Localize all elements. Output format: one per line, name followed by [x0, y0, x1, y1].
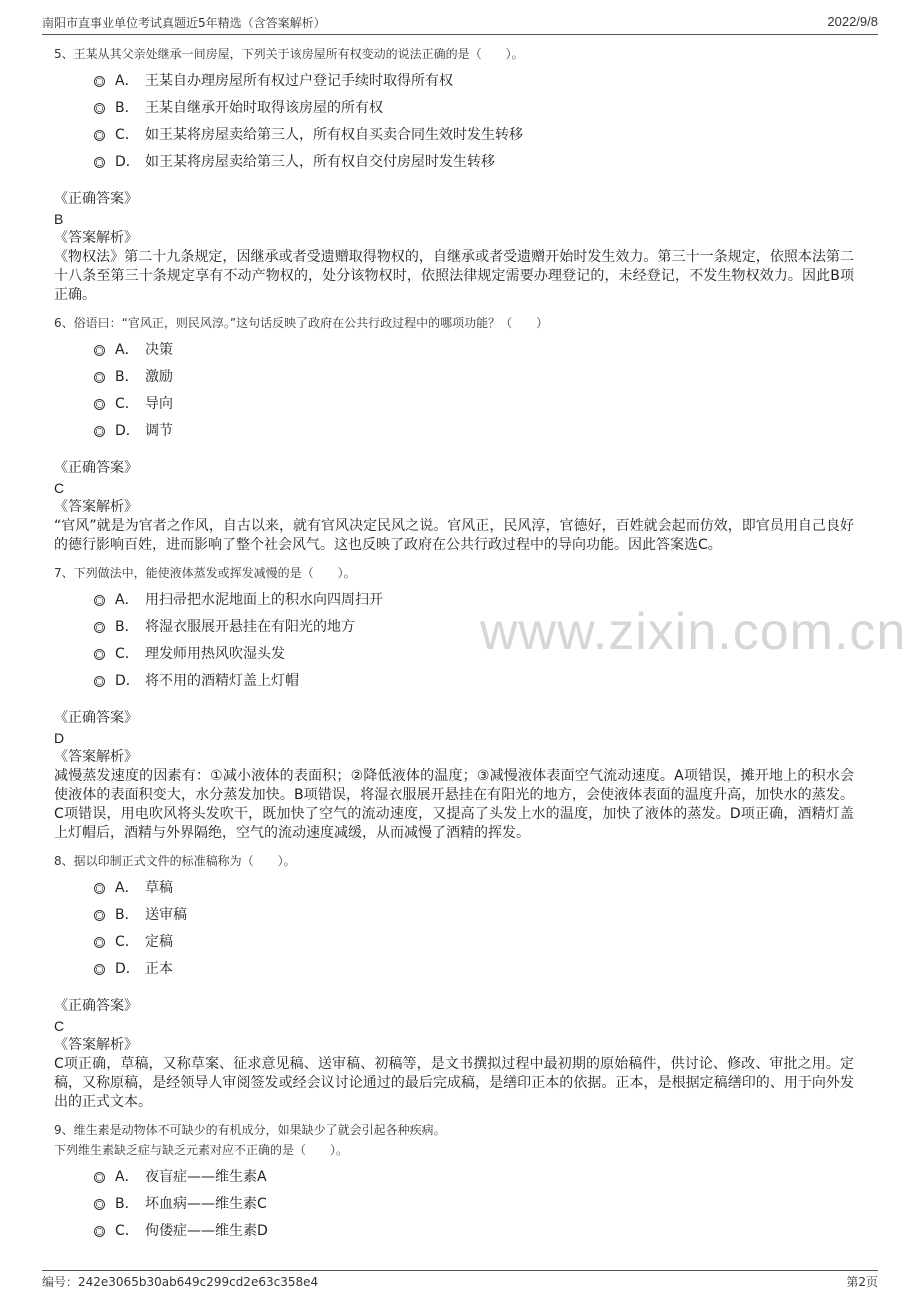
- analysis-label: 《答案解析》: [54, 1037, 138, 1053]
- option-d[interactable]: [94, 416, 854, 443]
- option-list: [94, 1162, 854, 1243]
- option-list: [94, 66, 854, 174]
- option-c[interactable]: [94, 639, 854, 666]
- radio-icon[interactable]: [94, 649, 105, 660]
- analysis-text: C项正确，草稿，又称草案、征求意见稿、送审稿、初稿等，是文书撰拟过程中最初期的原始稿件，供讨论、修改、审批之用。定稿，又称原稿，是经领导人审阅签发或经会议讨论通过的最后完成稿，是缮印正本的依据。正本，是根据定稿缮印的、用于向外发出的正式文本。: [54, 1056, 854, 1110]
- option-letter: A．: [115, 341, 139, 358]
- question-8: [54, 851, 854, 1112]
- radio-icon[interactable]: [94, 964, 105, 975]
- radio-icon[interactable]: [94, 595, 105, 606]
- option-list: [94, 873, 854, 981]
- option-text: 决策: [145, 341, 173, 358]
- radio-icon[interactable]: [94, 345, 105, 356]
- analysis-label: 《答案解析》: [54, 499, 138, 515]
- radio-icon[interactable]: [94, 883, 105, 894]
- option-text: 正本: [145, 960, 173, 977]
- option-b[interactable]: [94, 93, 854, 120]
- option-b[interactable]: [94, 612, 854, 639]
- option-text: 佝偻症——维生素D: [145, 1222, 268, 1239]
- option-a[interactable]: [94, 873, 854, 900]
- option-a[interactable]: [94, 335, 854, 362]
- question-stem-line: 下列维生素缺乏症与缺乏元素对应不正确的是（ ）。: [54, 1143, 349, 1157]
- page-header: [42, 12, 878, 35]
- radio-icon[interactable]: [94, 76, 105, 87]
- question-5: [54, 44, 854, 305]
- option-text: 如王某将房屋卖给第三人，所有权自买卖合同生效时发生转移: [145, 126, 523, 143]
- option-text: 送审稿: [145, 906, 187, 923]
- correct-answer-value: C: [54, 1018, 65, 1034]
- option-letter: D．: [115, 153, 140, 170]
- option-text: 将不用的酒精灯盖上灯帽: [145, 672, 299, 689]
- answer-block: [54, 459, 854, 555]
- radio-icon[interactable]: [94, 1199, 105, 1210]
- analysis-label: 《答案解析》: [54, 749, 138, 765]
- option-letter: A．: [115, 879, 139, 896]
- correct-answer-label: 《正确答案》: [54, 710, 138, 726]
- question-stem: 7、下列做法中，能使液体蒸发或挥发减慢的是（ ）。: [54, 566, 356, 580]
- radio-icon[interactable]: [94, 676, 105, 687]
- option-text: 理发师用热风吹湿头发: [145, 645, 285, 662]
- radio-icon[interactable]: [94, 1226, 105, 1237]
- question-stem: 8、据以印制正式文件的标准稿称为（ ）。: [54, 854, 296, 868]
- page-footer: [42, 1270, 878, 1293]
- option-d[interactable]: [94, 666, 854, 693]
- option-b[interactable]: [94, 362, 854, 389]
- option-letter: A．: [115, 72, 139, 89]
- option-letter: B．: [115, 368, 139, 385]
- option-text: 坏血病——维生素C: [145, 1195, 267, 1212]
- radio-icon[interactable]: [94, 372, 105, 383]
- radio-icon[interactable]: [94, 157, 105, 168]
- option-c[interactable]: [94, 927, 854, 954]
- correct-answer-value: C: [54, 480, 65, 496]
- correct-answer-value: D: [54, 730, 65, 746]
- option-text: 激励: [145, 368, 173, 385]
- option-text: 调节: [145, 422, 173, 439]
- document-title: 南阳市直事业单位考试真题近5年精选（含答案解析）: [42, 16, 326, 30]
- correct-answer-label: 《正确答案》: [54, 998, 138, 1014]
- document-id: 编号：242e3065b30ab649c299cd2e63c358e4: [42, 1275, 319, 1289]
- question-6: [54, 313, 854, 555]
- radio-icon[interactable]: [94, 937, 105, 948]
- correct-answer-label: 《正确答案》: [54, 460, 138, 476]
- option-letter: A．: [115, 591, 139, 608]
- option-c[interactable]: [94, 120, 854, 147]
- correct-answer-label: 《正确答案》: [54, 191, 138, 207]
- option-c[interactable]: [94, 389, 854, 416]
- option-a[interactable]: [94, 66, 854, 93]
- option-b[interactable]: [94, 1189, 854, 1216]
- document-body: [54, 44, 854, 1249]
- option-letter: C．: [115, 645, 139, 662]
- question-stem-line: 9、维生素是动物体不可缺少的有机成分，如果缺少了就会引起各种疾病。: [54, 1123, 446, 1137]
- option-letter: C．: [115, 933, 139, 950]
- radio-icon[interactable]: [94, 426, 105, 437]
- option-letter: D．: [115, 960, 140, 977]
- question-stem: 6、俗语曰：“官风正，则民风淳。”这句话反映了政府在公共行政过程中的哪项功能？（ ）: [54, 316, 549, 330]
- option-text: 如王某将房屋卖给第三人，所有权自交付房屋时发生转移: [145, 153, 495, 170]
- option-list: [94, 335, 854, 443]
- radio-icon[interactable]: [94, 103, 105, 114]
- option-a[interactable]: [94, 585, 854, 612]
- option-letter: B．: [115, 906, 139, 923]
- analysis-text: 减慢蒸发速度的因素有：①减小液体的表面积；②降低液体的温度；③减慢液体表面空气流动速度。A项错误，摊开地上的积水会使液体的表面积变大，水分蒸发加快。B项错误，将湿衣服展开悬挂在有阳光的地方，会使液体表面的温度升高，加快水的蒸发。C项错误，用电吹风将头发吹干，既加快了空气的流动速度，又提高了头发上水的温度，加快了液体的蒸发。D项正确，酒精灯盖上灯帽后，酒精与外界隔绝，空气的流动速度减缓，从而减慢了酒精的挥发。: [54, 768, 854, 841]
- watermark: www.zixin.com.cn: [480, 603, 907, 661]
- answer-block: [54, 997, 854, 1112]
- radio-icon[interactable]: [94, 622, 105, 633]
- question-7: [54, 563, 854, 843]
- radio-icon[interactable]: [94, 910, 105, 921]
- question-stem: [54, 1120, 854, 1160]
- option-letter: A．: [115, 1168, 139, 1185]
- answer-block: [54, 709, 854, 843]
- option-text: 草稿: [145, 879, 173, 896]
- analysis-text: “官风”就是为官者之作风，自古以来，就有官风决定民风之说。官风正，民风淳，官德好，百姓就会起而仿效，即官员用自己良好的德行影响百姓，进而影响了整个社会风气。这也反映了政府在公共行政过程中的导向功能。因此答案选C。: [54, 518, 854, 553]
- option-letter: B．: [115, 1195, 139, 1212]
- option-text: 夜盲症——维生素A: [145, 1168, 267, 1185]
- option-c[interactable]: [94, 1216, 854, 1243]
- option-b[interactable]: [94, 900, 854, 927]
- option-letter: D．: [115, 422, 140, 439]
- page-number: 第2页: [846, 1275, 878, 1289]
- analysis-label: 《答案解析》: [54, 230, 138, 246]
- correct-answer-value: B: [54, 211, 64, 227]
- option-letter: C．: [115, 395, 139, 412]
- option-text: 王某自继承开始时取得该房屋的所有权: [145, 99, 383, 116]
- option-letter: B．: [115, 618, 139, 635]
- document-date: 2022/9/8: [827, 14, 878, 29]
- option-text: 用扫帚把水泥地面上的积水向四周扫开: [145, 591, 383, 608]
- option-text: 将湿衣服展开悬挂在有阳光的地方: [145, 618, 355, 635]
- option-text: 导向: [145, 395, 173, 412]
- option-letter: D．: [115, 672, 140, 689]
- question-9: [54, 1120, 854, 1243]
- radio-icon[interactable]: [94, 399, 105, 410]
- option-list: [94, 585, 854, 693]
- option-letter: C．: [115, 126, 139, 143]
- analysis-text: 《物权法》第二十九条规定，因继承或者受遗赠取得物权的，自继承或者受遗赠开始时发生效力。第三十一条规定，依照本法第二十八条至第三十条规定享有不动产物权的，处分该物权时，依照法律规定需要办理登记的，未经登记，不发生物权效力。因此B项正确。: [54, 249, 854, 303]
- radio-icon[interactable]: [94, 1172, 105, 1183]
- answer-block: [54, 190, 854, 305]
- option-d[interactable]: [94, 147, 854, 174]
- question-stem: 5、王某从其父亲处继承一间房屋，下列关于该房屋所有权变动的说法正确的是（ ）。: [54, 47, 524, 61]
- option-a[interactable]: [94, 1162, 854, 1189]
- option-d[interactable]: [94, 954, 854, 981]
- option-text: 定稿: [145, 933, 173, 950]
- option-text: 王某自办理房屋所有权过户登记手续时取得所有权: [145, 72, 453, 89]
- option-letter: B．: [115, 99, 139, 116]
- option-letter: C．: [115, 1222, 139, 1239]
- radio-icon[interactable]: [94, 130, 105, 141]
